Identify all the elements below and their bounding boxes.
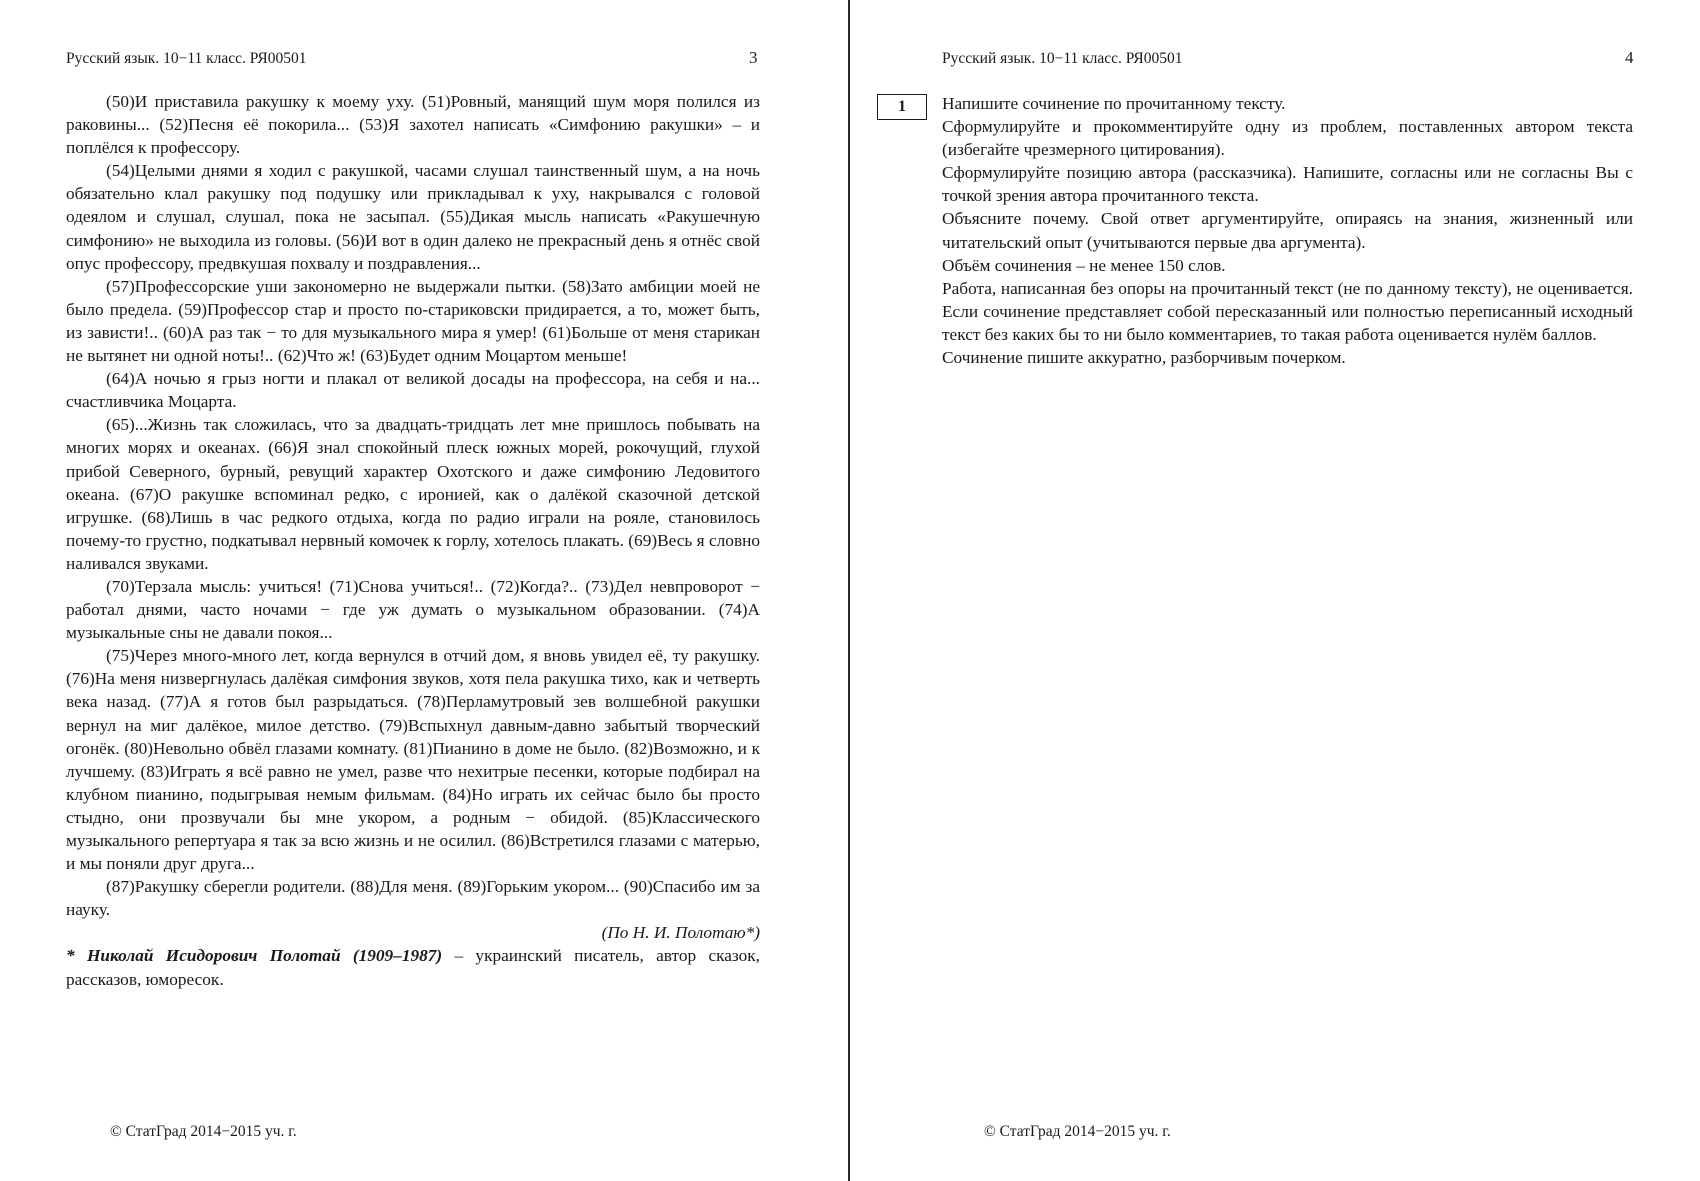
page-header: Русский язык. 10−11 класс. РЯ00501 xyxy=(942,50,1183,67)
right-page xyxy=(852,0,1700,1181)
paragraph: (75)Через много-много лет, когда вернулся в отчий дом, я вновь увидел её, ту ракушку. (76)На меня низвергнулась далёкая симфония звуков, хотя пела ракушка тихо, как и четверть века назад. (77)А я готов был разрыдаться. (78)Перламутровый зев волшебной ракушки вернул на миг далёкое, милое детство. (79)Вспыхнул давным-давно забытый творческий огонёк. (80)Невольно обвёл глазами комнату. (81)Пианино в доме не было. (82)Возможно, и к лучшему. (83)Играть я всё равно не умел, разве что нехитрые песенки, которые подбирал на клубном пианино, подыгрывая немым фильмам. (84)Но играть их сейчас было бы просто стыдно, они прозвучали бы мне укором, а родным − обидой. (85)Классического музыкального репертуара я так за всю жизнь и не осилил. (86)Встретился глазами с матерью, и мы поняли друг друга... xyxy=(66,646,760,874)
page-header: Русский язык. 10−11 класс. РЯ00501 xyxy=(66,50,307,67)
story-text xyxy=(66,90,760,991)
source-attribution: (По Н. И. Полотаю*) xyxy=(601,923,760,943)
paragraph: (64)А ночью я грыз ногти и плакал от великой досады на профессора, на себя и на... счастливчика Моцарта. xyxy=(66,369,760,412)
task-line: Объясните почему. Свой ответ аргументируйте, опираясь на знания, жизненный или читательский опыт (учитываются первые два аргумента). xyxy=(942,209,1633,252)
page-divider xyxy=(848,0,850,1181)
paragraph: (57)Профессорские уши закономерно не выдержали пытки. (58)Зато амбиции моей не было предела. (59)Профессор стар и просто по-стариковски придирается, а то, может быть, из зависти!.. (60)А раз так − то для музыкального мира я умер! (61)Больше от меня старикан не вытянет ни одной ноты!.. (62)Что ж! (63)Будет одним Моцартом меньше! xyxy=(66,276,760,366)
task-instructions xyxy=(942,92,1633,369)
paragraph: (54)Целыми днями я ходил с ракушкой, часами слушал таинственный шум, а на ночь обязательно клал ракушку под подушку или прикладывал к уху, накрывался с головой одеялом и слушал, слушал, пока не засыпал. (55)Дикая мысль написать «Ракушечную симфонию» не выходила из головы. (56)И вот в один далеко не прекрасный день я отнёс свой опус профессору, предвкушая похвалу и поздравления... xyxy=(66,161,760,273)
paragraph: (87)Ракушку сберегли родители. (88)Для меня. (89)Горьким укором... (90)Спасибо им за науку. xyxy=(66,877,760,920)
task-number-box: 1 xyxy=(877,94,927,120)
footnote xyxy=(66,944,760,990)
page-number: 3 xyxy=(749,48,758,67)
footnote-description: – украинский писатель, автор сказок, рассказов, юморесок. xyxy=(66,946,761,989)
task-line: Сформулируйте позицию автора (рассказчика). Напишите, согласны или не согласны Вы с точкой зрения автора прочитанного текста. xyxy=(942,163,1633,206)
task-line: Сформулируйте и прокомментируйте одну из проблем, поставленных автором текста (избегайте чрезмерного цитирования). xyxy=(942,117,1633,160)
task-line: Напишите сочинение по прочитанному тексту. xyxy=(942,94,1286,113)
task-line: Объём сочинения – не менее 150 слов. xyxy=(942,255,1226,275)
page-number: 4 xyxy=(1625,48,1634,67)
left-page xyxy=(0,0,848,1181)
footnote-author: * Николай Исидорович Полотай (1909–1987) xyxy=(66,946,443,966)
paragraph: (65)...Жизнь так сложилась, что за двадцать-тридцать лет мне пришлось побывать на многих морях и океанах. (66)Я знал спокойный плеск южных морей, рокочущий, глухой прибой Северного, бурный, ревущий характер Охотского и даже симфонию Ледовитого океана. (67)О ракушке вспоминал редко, с иронией, как о далёкой сказочной детской игрушке. (68)Лишь в час редкого отдыха, когда по радио играли на рояле, становилось почему-то грустно, подкатывал нервный комочек к горлу, хотелось плакать. (69)Весь я словно наливался звуками. xyxy=(66,415,760,573)
task-line: Работа, написанная без опоры на прочитанный текст (не по данному тексту), не оценивается. Если сочинение представляет собой пересказанный или полностью переписанный исходный текст без каких бы то ни было комментариев, то такая работа оценивается нулём баллов. xyxy=(942,278,1633,344)
page-footer: © СтатГрад 2014−2015 уч. г. xyxy=(984,1123,1171,1140)
paragraph: (70)Терзала мысль: учиться! (71)Снова учиться!.. (72)Когда?.. (73)Дел невпроворот − работал днями, часто ночами − где уж думать о музыкальном образовании. (74)А музыкальные сны не давали покоя... xyxy=(66,576,760,643)
page-footer: © СтатГрад 2014−2015 уч. г. xyxy=(110,1123,297,1140)
task-line: Сочинение пишите аккуратно, разборчивым почерком. xyxy=(942,348,1346,368)
paragraph: (50)И приставила ракушку к моему уху. (51)Ровный, манящий шум моря полился из раковины... (52)Песня её покорила... (53)Я захотел написать «Симфонию ракушки» – и поплёлся к профессору. xyxy=(66,92,760,158)
